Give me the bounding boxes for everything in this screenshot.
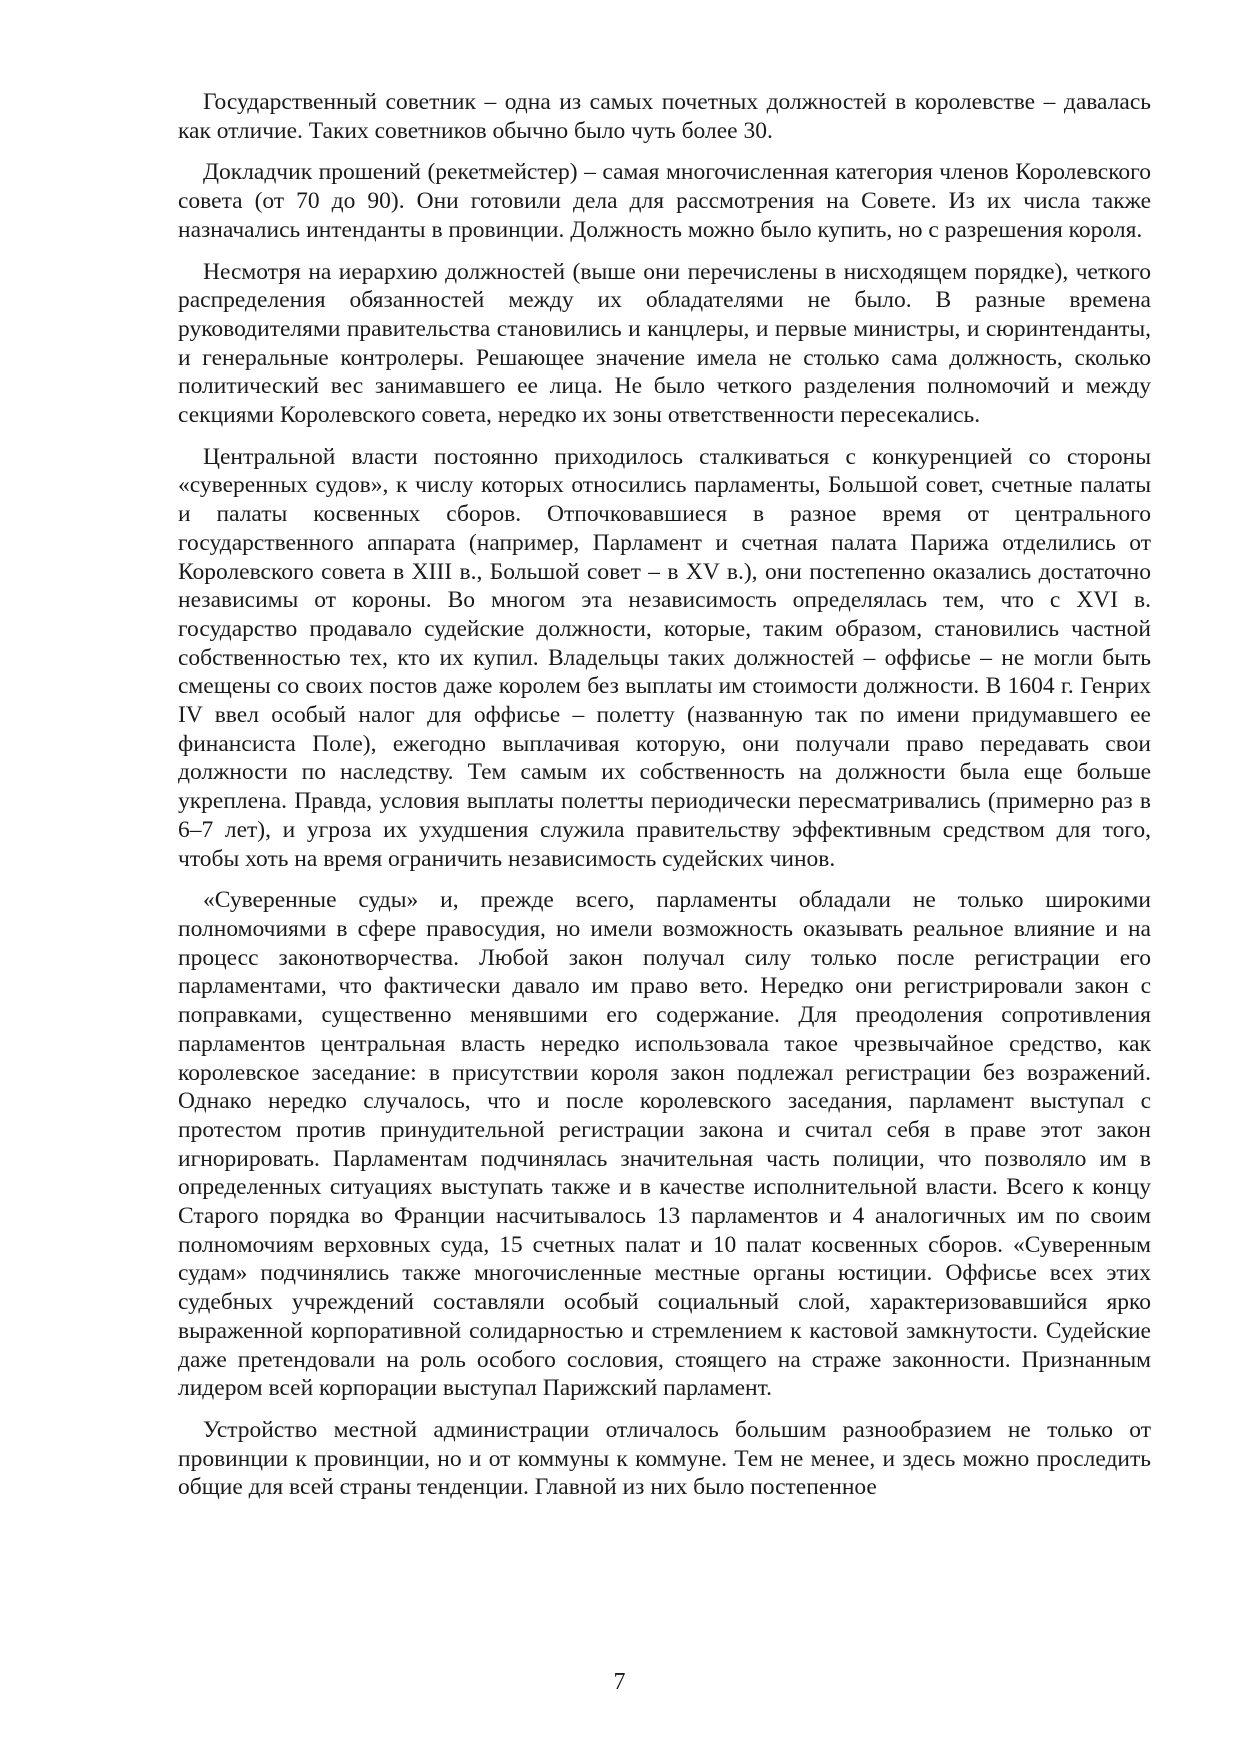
- paragraph-local-administration: Устройство местной администрации отличалось большим разнообразием не только от провинции к провинции, но и от коммуны к коммуне. Тем не менее, и здесь можно проследить общие для всей страны тенденции. Главной из них было постепенное: [178, 1416, 1151, 1501]
- paragraph-sovereign-courts: Центральной власти постоянно приходилось сталкиваться с конкуренцией со стороны «суверенных судов», к числу которых относились парламенты, Большой совет, счетные палаты и палаты косвенных сборов. Отпочковавшиеся в разное время от центрального государственного аппарата (например, Парламент и счетная палата Парижа отделились от Королевского совета в XIII в., Большой совет – в XV в.), они постепенно оказались достаточно независимы от короны. Во многом эта независимость определялась тем, что с XVI в. государство продавало судейские должности, которые, таким образом, становились частной собственностью тех, кто их купил. Владельцы таких должностей – оффисье – не могли быть смещены со своих постов даже королем без выплаты им стоимости должности. В 1604 г. Генрих IV ввел особый налог для оффисье – полетту (названную так по имени придумавшего ее финансиста Поле), ежегодно выплачивая которую, они получали право передавать свои должности по наследству. Тем самым их собственность на должности была еще больше укреплена. Правда, условия выплаты полетты периодически пересматривались (примерно раз в 6–7 лет), и угроза их ухудшения служила правительству эффективным средством для того, чтобы хоть на время ограничить независимость судейских чинов.: [178, 443, 1151, 872]
- paragraph-hierarchy: Несмотря на иерархию должностей (выше они перечислены в нисходящем порядке), четкого распределения обязанностей между их обладателями не было. В разные времена руководителями правительства становились и канцлеры, и первые министры, и сюринтенданты, и генеральные контролеры. Решающее значение имела не столько сама должность, сколько политический вес занимавшего ее лица. Не было четкого разделения полномочий и между секциями Королевского совета, нередко их зоны ответственности пересекались.: [178, 258, 1151, 429]
- page-body: [178, 88, 1151, 1515]
- paragraph-state-councillor: Государственный советник – одна из самых почетных должностей в королевстве – давалась как отличие. Таких советников обычно было чуть более 30.: [178, 89, 1151, 144]
- page-number: 7: [613, 1669, 626, 1695]
- paragraph-master-of-requests: Докладчик прошений (рекетмейстер) – самая многочисленная категория членов Королевского совета (от 70 до 90). Они готовили дела для рассмотрения на Совете. Из их числа также назначались интенданты в провинции. Должность можно было купить, но с разрешения короля.: [178, 159, 1151, 243]
- paragraph-parlements: «Суверенные суды» и, прежде всего, парламенты обладали не только широкими полномочиями в сфере правосудия, но имели возможность оказывать реальное влияние и на процесс законотворчества. Любой закон получал силу только после регистрации его парламентами, что фактически давало им право вето. Нередко они регистрировали закон с поправками, существенно менявшими его содержание. Для преодоления сопротивления парламентов центральная власть нередко использовала такое чрезвычайное средство, как королевское заседание: в присутствии короля закон подлежал регистрации без возражений. Однако нередко случалось, что и после королевского заседания, парламент выступал с протестом против принудительной регистрации закона и считал себя в праве этот закон игнорировать. Парламентам подчинялась значительная часть полиции, что позволяло им в определенных ситуациях выступать также и в качестве исполнительной власти. Всего к концу Старого порядка во Франции насчитывалось 13 парламентов и 4 аналогичных им по своим полномочиям верховных суда, 15 счетных палат и 10 палат косвенных сборов. «Суверенным судам» подчинялись также многочисленные местные органы юстиции. Оффисье всех этих судебных учреждений составляли особый социальный слой, характеризовавшийся ярко выраженной корпоративной солидарностью и стремлением к кастовой замкнутости. Судейские даже претендовали на роль особого сословия, стоящего на страже законности. Признанным лидером всей корпорации выступал Парижский парламент.: [178, 887, 1151, 1402]
